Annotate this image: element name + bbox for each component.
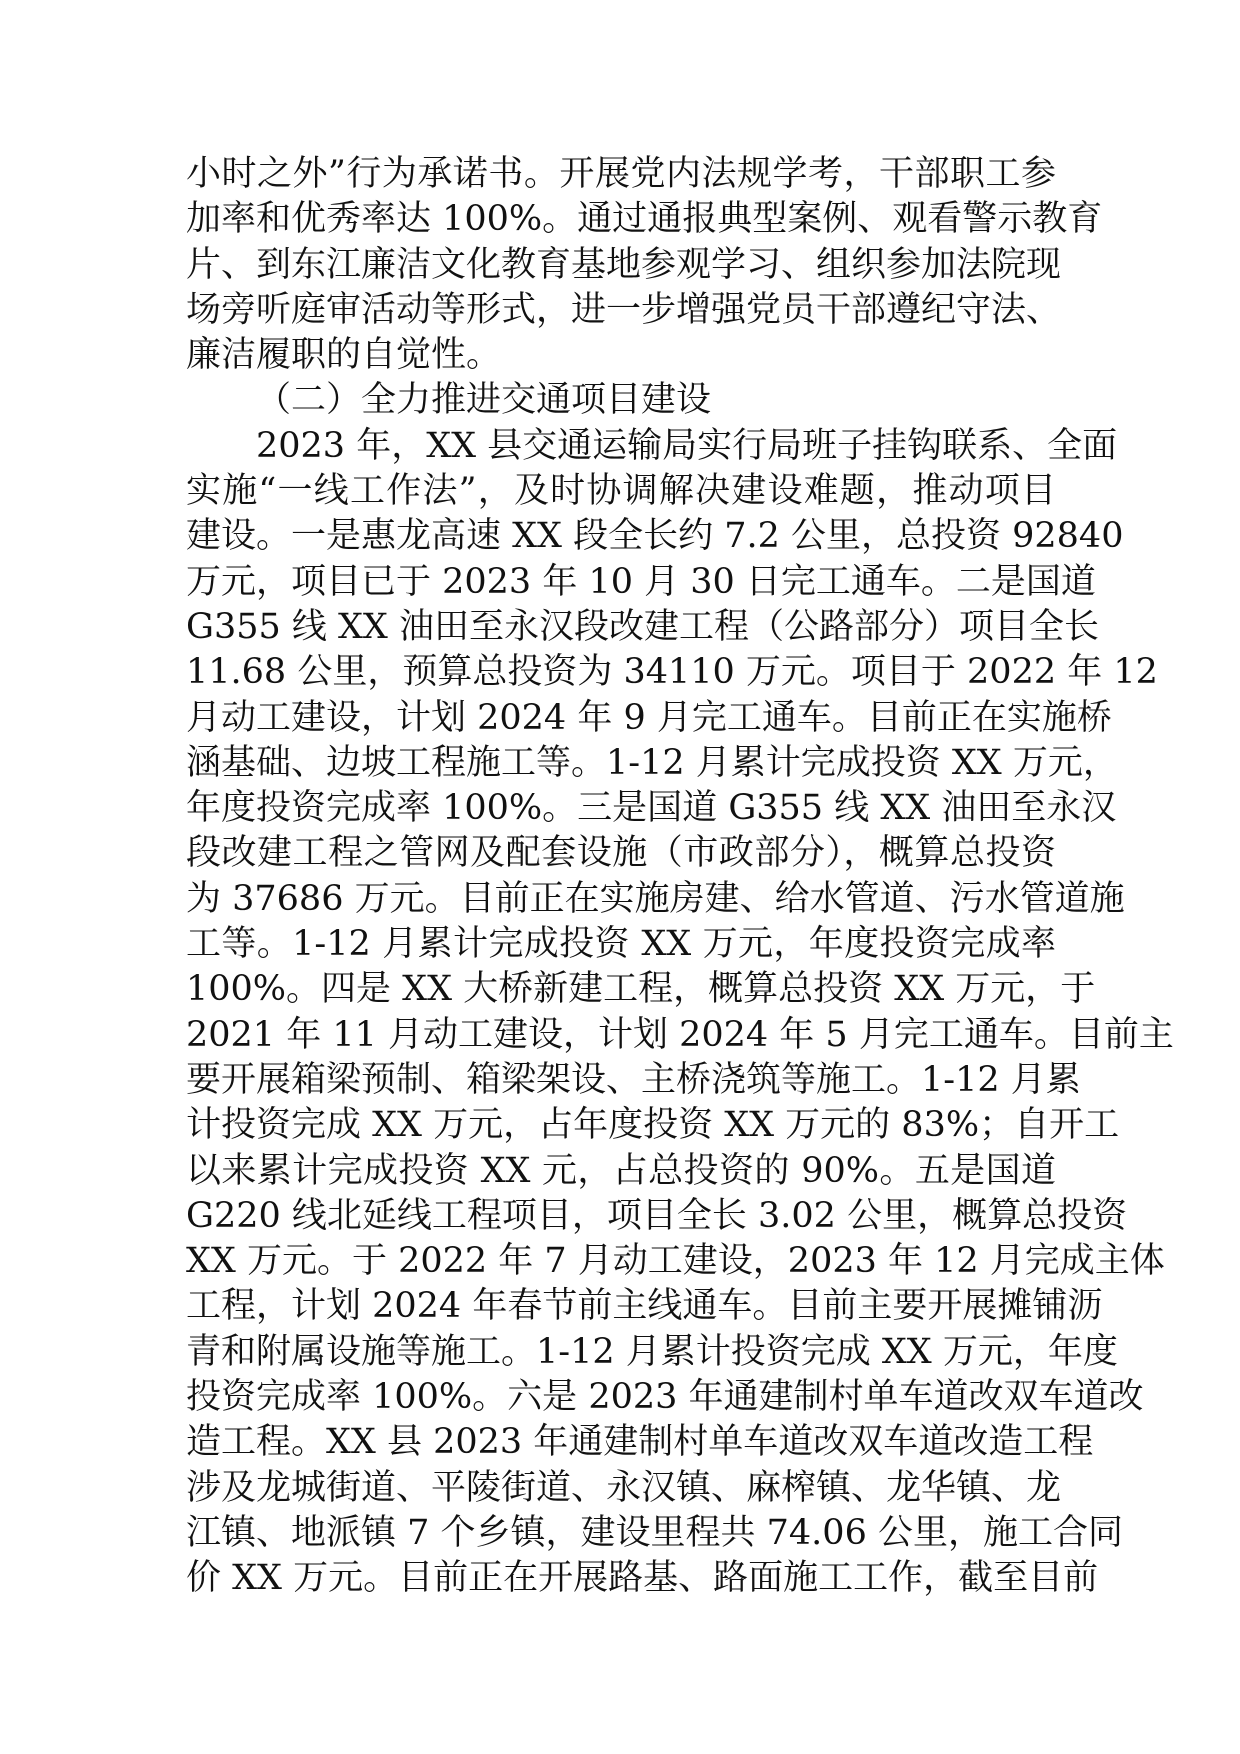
document-body: [186, 152, 1174, 1602]
body-line: XX 万元。于 2022 年 7 月动工建设，2023 年 12 月完成主体: [186, 1241, 1165, 1282]
body-line: 青和附属设施等施工。1-12 月累计投资完成 XX 万元，年度: [186, 1331, 1118, 1372]
body-line: 为 37686 万元。目前正在实施房建、给水管道、污水管道施: [186, 878, 1125, 919]
body-line: 涵基础、边坡工程施工等。1-12 月累计完成投资 XX 万元，: [186, 742, 1118, 783]
body-line: 实施“一线工作法”，及时协调解决建设难题，推动项目: [186, 471, 1056, 512]
body-line: 工等。1-12 月累计完成投资 XX 万元，年度投资完成率: [186, 924, 1056, 965]
body-line: 段改建工程之管网及配套设施（市政部分），概算总投资: [186, 833, 1056, 874]
body-line: 加率和优秀率达 100%。通过通报典型案例、观看警示教育: [186, 199, 1103, 240]
body-line: 年度投资完成率 100%。三是国道 G355 线 XX 油田至永汉: [186, 788, 1117, 829]
body-line: 万元，项目已于 2023 年 10 月 30 日完工通车。二是国道: [186, 561, 1096, 602]
body-line: 2023 年，XX 县交通运输局实行局班子挂钩联系、全面: [256, 425, 1118, 466]
body-line: 片、到东江廉洁文化教育基地参观学习、组织参加法院现: [186, 244, 1062, 285]
body-line: 100%。四是 XX 大桥新建工程，概算总投资 XX 万元，于: [186, 969, 1096, 1010]
body-line: 工程，计划 2024 年春节前主线通车。目前主要开展摊铺沥: [186, 1286, 1103, 1327]
body-line: 涉及龙城街道、平陵街道、永汉镇、麻榨镇、龙华镇、龙: [186, 1467, 1062, 1508]
body-line: 江镇、地派镇 7 个乡镇，建设里程共 74.06 公里，施工合同: [186, 1512, 1123, 1553]
body-line: 场旁听庭审活动等形式，进一步增强党员干部遵纪守法、: [186, 289, 1062, 330]
body-line: 造工程。XX 县 2023 年通建制村单车道改双车道改造工程: [186, 1422, 1094, 1463]
body-line: 11.68 公里，预算总投资为 34110 万元。项目于 2022 年 12: [186, 652, 1158, 693]
body-line: 建设。一是惠龙高速 XX 段全长约 7.2 公里，总投资 92840: [186, 516, 1124, 557]
body-line: 投资完成率 100%。六是 2023 年通建制村单车道改双车道改: [186, 1377, 1144, 1418]
body-line: G220 线北延线工程项目，项目全长 3.02 公里，概算总投资: [186, 1195, 1128, 1236]
body-line: 月动工建设，计划 2024 年 9 月完工通车。目前正在实施桥: [186, 697, 1112, 738]
body-line: 2021 年 11 月动工建设，计划 2024 年 5 月完工通车。目前主: [186, 1014, 1174, 1055]
body-line: 计投资完成 XX 万元，占年度投资 XX 万元的 83%；自开工: [186, 1105, 1120, 1146]
body-line: 价 XX 万元。目前正在开展路基、路面施工工作，截至目前: [186, 1558, 1099, 1599]
body-line: 小时之外”行为承诺书。开展党内法规学考，干部职工参: [186, 154, 1056, 194]
body-line: 以来累计完成投资 XX 元，占总投资的 90%。五是国道: [186, 1150, 1056, 1191]
body-line: 要开展箱梁预制、箱梁架设、主桥浇筑等施工。1-12 月累: [186, 1059, 1081, 1100]
section-heading: （二）全力推进交通项目建设: [256, 380, 712, 421]
body-line: 廉洁履职的自觉性。: [186, 335, 502, 376]
body-line: G355 线 XX 油田至永汉段改建工程（公路部分）项目全长: [186, 606, 1099, 647]
